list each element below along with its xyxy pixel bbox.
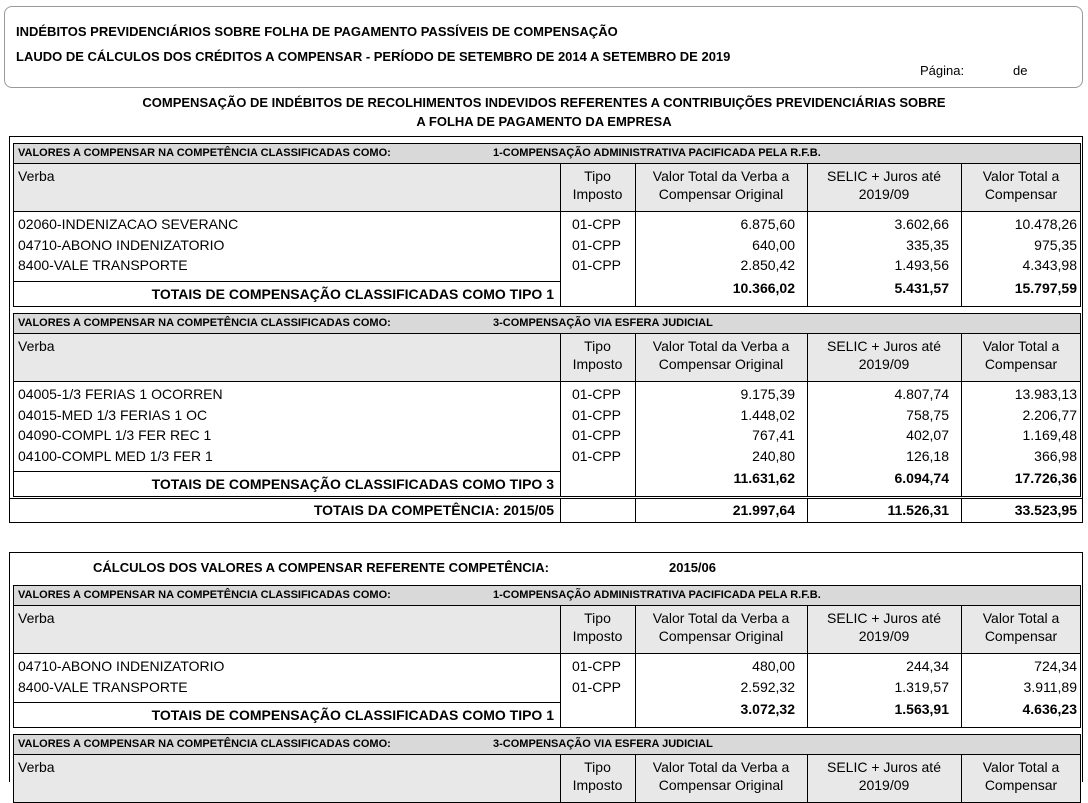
col-verba: Verba — [18, 759, 55, 775]
orig-cell: 6.875,60 — [740, 216, 795, 232]
verba-cell: 04710-ABONO INDENIZATORIO — [18, 658, 225, 674]
total-cell: 13.983,13 — [1014, 386, 1077, 402]
col-orig-line1: Valor Total da Verba a — [652, 168, 790, 184]
col-orig-line2: Compensar Original — [658, 356, 784, 372]
col-verba: Verba — [18, 168, 55, 184]
comp-total-label: TOTAIS DA COMPETÊNCIA: 2015/05 — [313, 502, 554, 518]
report-title-line2: LAUDO DE CÁLCULOS DOS CRÉDITOS A COMPENSAR - PERÍODO DE SETEMBRO DE 2014 A SETEMBRO DE 2019 — [16, 49, 731, 64]
col-orig-line1: Valor Total da Verba a — [652, 759, 790, 775]
verba-cell: 04100-COMPL MED 1/3 FER 1 — [18, 448, 213, 465]
verba-cell: 04710-ABONO INDENIZATORIO — [18, 236, 225, 253]
col-total-line2: Compensar — [984, 628, 1058, 644]
total-cell: 2.206,77 — [1022, 406, 1077, 423]
classification-label: VALORES A COMPENSAR NA COMPETÊNCIA CLASSIFICADAS COMO: — [18, 317, 391, 329]
col-selic-line1: SELIC + Juros até — [826, 168, 941, 184]
tipo-cell: 01-CPP — [572, 257, 622, 274]
col-orig-line2: Compensar Original — [658, 777, 784, 793]
col-orig-line1: Valor Total da Verba a — [652, 610, 790, 626]
selic-cell: 126,18 — [906, 448, 949, 465]
orig-cell: 240,80 — [752, 448, 795, 465]
comp-total-orig: 21.997,64 — [732, 502, 795, 518]
col-orig-line1: Valor Total da Verba a — [652, 338, 790, 354]
subtotal-orig: 10.366,02 — [732, 280, 795, 296]
tipo-cell: 01-CPP — [572, 236, 622, 253]
col-selic-line1: SELIC + Juros até — [826, 610, 941, 626]
col-selic-line1: SELIC + Juros até — [826, 759, 941, 775]
subtotal-total: 17.726,36 — [1014, 470, 1077, 486]
tipo-cell: 01-CPP — [572, 448, 622, 465]
col-total-line2: Compensar — [984, 777, 1058, 793]
tipo-cell: 01-CPP — [572, 678, 622, 695]
col-tipo-line1: Tipo — [584, 168, 611, 184]
total-cell: 4.343,98 — [1022, 257, 1077, 274]
col-total-line2: Compensar — [984, 356, 1058, 372]
doc-title-2: A FOLHA DE PAGAMENTO DA EMPRESA — [416, 114, 672, 129]
subtotal-label: TOTAIS DE COMPENSAÇÃO CLASSIFICADAS COMO TIPO 3 — [151, 476, 554, 492]
classification-label: VALORES A COMPENSAR NA COMPETÊNCIA CLASSIFICADAS COMO: — [18, 147, 391, 159]
col-orig-line2: Compensar Original — [658, 186, 784, 202]
orig-cell: 9.175,39 — [740, 386, 795, 402]
subtotal-orig: 3.072,32 — [740, 701, 795, 717]
comp-total-selic: 11.526,31 — [887, 502, 949, 518]
orig-cell: 640,00 — [752, 236, 795, 253]
col-tipo-line2: Imposto — [572, 777, 623, 793]
col-selic-line2: 2019/09 — [858, 777, 910, 793]
col-selic-line1: SELIC + Juros até — [826, 338, 941, 354]
subtotal-selic: 5.431,57 — [894, 280, 949, 296]
report-title-line1: INDÉBITOS PREVIDENCIÁRIOS SOBRE FOLHA DE PAGAMENTO PASSÍVEIS DE COMPENSAÇÃO — [16, 24, 618, 39]
col-total-line2: Compensar — [984, 186, 1058, 202]
tipo-cell: 01-CPP — [572, 658, 622, 674]
selic-cell: 758,75 — [906, 406, 949, 423]
subtotal-selic: 6.094,74 — [894, 470, 949, 486]
subtotal-orig: 11.631,62 — [733, 470, 795, 486]
total-cell: 975,35 — [1034, 236, 1077, 253]
verba-cell: 8400-VALE TRANSPORTE — [18, 257, 188, 274]
subtotal-total: 15.797,59 — [1014, 280, 1077, 296]
orig-cell: 2.592,32 — [740, 678, 795, 695]
col-tipo-line2: Imposto — [572, 186, 623, 202]
col-total-line1: Valor Total a — [982, 610, 1060, 626]
selic-cell: 244,34 — [906, 658, 949, 674]
total-cell: 3.911,89 — [1023, 678, 1077, 695]
orig-cell: 1.448,02 — [740, 406, 795, 423]
total-cell: 724,34 — [1034, 658, 1077, 674]
verba-cell: 04015-MED 1/3 FERIAS 1 OC — [18, 406, 208, 423]
page-label: Página: — [920, 63, 965, 78]
total-cell: 366,98 — [1034, 448, 1077, 465]
table-row — [0, 658, 1088, 678]
col-orig-line2: Compensar Original — [658, 628, 784, 644]
col-tipo-line2: Imposto — [572, 628, 623, 644]
selic-cell: 3.602,66 — [894, 216, 949, 232]
col-tipo-line1: Tipo — [584, 338, 611, 354]
classification-type: 3-COMPENSAÇÃO VIA ESFERA JUDICIAL — [493, 738, 713, 750]
tipo-cell: 01-CPP — [572, 216, 622, 232]
col-selic-line2: 2019/09 — [858, 628, 910, 644]
selic-cell: 335,35 — [906, 236, 949, 253]
doc-title-1: COMPENSAÇÃO DE INDÉBITOS DE RECOLHIMENTOS INDEVIDOS REFERENTES A CONTRIBUIÇÕES PREVIDENCIÁRIAS SOBRE — [142, 95, 946, 110]
classification-type: 1-COMPENSAÇÃO ADMINISTRATIVA PACIFICADA PELA R.F.B. — [493, 147, 821, 159]
selic-cell: 4.807,74 — [894, 386, 949, 402]
selic-cell: 402,07 — [906, 427, 949, 444]
comp2-period: 2015/06 — [669, 560, 716, 575]
col-verba: Verba — [18, 338, 55, 354]
classification-type: 3-COMPENSAÇÃO VIA ESFERA JUDICIAL — [493, 317, 713, 329]
col-tipo-line1: Tipo — [584, 759, 611, 775]
subtotal-total: 4.636,23 — [1022, 701, 1077, 717]
col-verba: Verba — [18, 610, 55, 626]
comp2-title: CÁLCULOS DOS VALORES A COMPENSAR REFERENTE COMPETÊNCIA: — [93, 560, 549, 575]
verba-cell: 02060-INDENIZACAO SEVERANC — [18, 216, 239, 232]
total-cell: 1.169,48 — [1022, 427, 1077, 444]
classification-type: 1-COMPENSAÇÃO ADMINISTRATIVA PACIFICADA PELA R.F.B. — [493, 589, 821, 601]
total-separator — [13, 702, 560, 703]
col-total-line1: Valor Total a — [982, 759, 1060, 775]
subtotal-selic: 1.563,91 — [894, 701, 949, 717]
orig-cell: 767,41 — [752, 427, 795, 444]
tipo-cell: 01-CPP — [572, 406, 622, 423]
page-of-label: de — [1013, 63, 1028, 78]
total-cell: 10.478,26 — [1014, 216, 1077, 232]
subtotal-label: TOTAIS DE COMPENSAÇÃO CLASSIFICADAS COMO TIPO 1 — [151, 707, 554, 723]
classification-label: VALORES A COMPENSAR NA COMPETÊNCIA CLASSIFICADAS COMO: — [18, 589, 391, 601]
col-tipo-line1: Tipo — [584, 610, 611, 626]
tipo-cell: 01-CPP — [572, 386, 622, 402]
selic-cell: 1.493,56 — [894, 257, 949, 274]
tipo-cell: 01-CPP — [572, 427, 622, 444]
selic-cell: 1.319,57 — [894, 678, 949, 695]
verba-cell: 04005-1/3 FERIAS 1 OCORREN — [18, 386, 223, 402]
orig-cell: 480,00 — [752, 658, 795, 674]
classification-label: VALORES A COMPENSAR NA COMPETÊNCIA CLASSIFICADAS COMO: — [18, 738, 391, 750]
verba-cell: 8400-VALE TRANSPORTE — [18, 678, 188, 695]
subtotal-label: TOTAIS DE COMPENSAÇÃO CLASSIFICADAS COMO TIPO 1 — [151, 286, 554, 302]
verba-cell: 04090-COMPL 1/3 FER REC 1 — [18, 427, 212, 444]
col-tipo-line2: Imposto — [572, 356, 623, 372]
col-selic-line2: 2019/09 — [858, 186, 910, 202]
col-selic-line2: 2019/09 — [858, 356, 910, 372]
orig-cell: 2.850,42 — [740, 257, 795, 274]
table-row — [0, 679, 1088, 699]
col-total-line1: Valor Total a — [982, 168, 1060, 184]
col-total-line1: Valor Total a — [982, 338, 1060, 354]
comp-total-total: 33.523,95 — [1014, 502, 1077, 518]
